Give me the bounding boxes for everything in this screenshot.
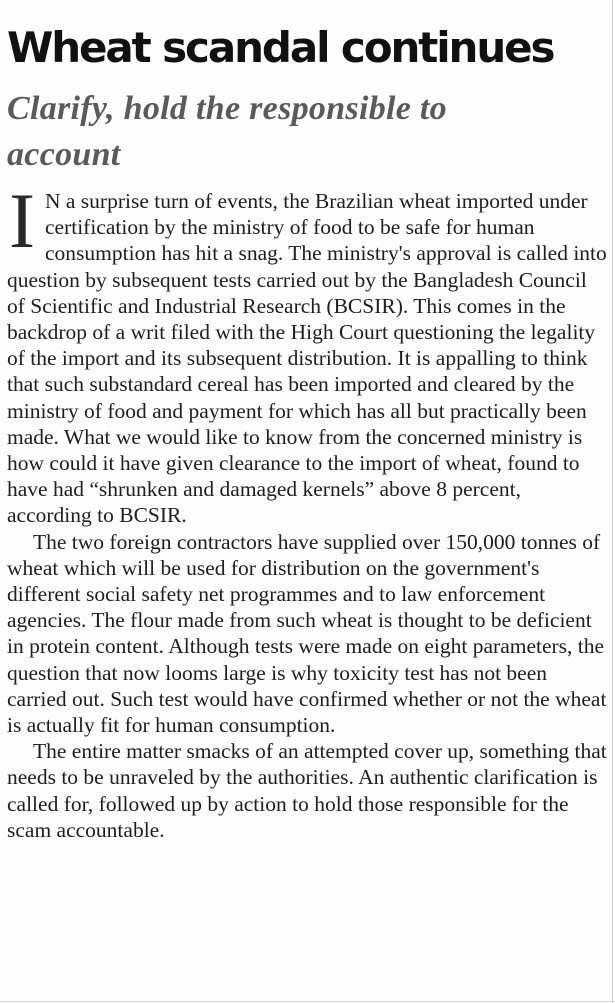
headline: Wheat scandal continues <box>7 23 554 72</box>
article-body <box>7 177 607 843</box>
paragraph-3: The entire matter smacks of an attempted cover up, something that needs to be unraveled by the authorities. An authentic clarification is called for, followed up by action to hold those responsible for the scam accountable. <box>7 739 607 842</box>
clipping-edge-right <box>612 0 613 1003</box>
paragraph-1-text: N a surprise turn of events, the Brazilian wheat imported under certification by the ministry of food to be safe for human consumption has hit a snag. The ministry's approval is called into question by subsequent tests carried out by the Bangladesh Council of Scientific and Industrial Research (BCSIR). This comes in the backdrop of a writ filed with the High Court questioning the legality of the import and its subsequent distribution. It is appalling to think that such substandard cereal has been imported and cleared by the ministry of food and payment for which has all but practically been made. What we would like to know from the concerned ministry is how could it have given clearance to the import of wheat, found to have had “shrunken and damaged kernels” above 8 percent, according to BCSIR. <box>7 189 607 528</box>
subheadline: Clarify, hold the responsible to account <box>7 90 447 173</box>
paragraph-1 <box>7 177 607 529</box>
drop-cap: I <box>9 177 35 264</box>
clipping-edge-bottom <box>0 1001 615 1002</box>
paragraph-2: The two foreign contractors have supplied over 150,000 tonnes of wheat which will be used for distribution on the government's different social safety net programmes and to law enforcement agencies. The flour made from such wheat is thought to be deficient in protein content. Although tests were made on eight parameters, the question that now looms large is why toxicity test has not been carried out. Such test would have confirmed whether or not the wheat is actually fit for human consumption. <box>7 529 607 738</box>
